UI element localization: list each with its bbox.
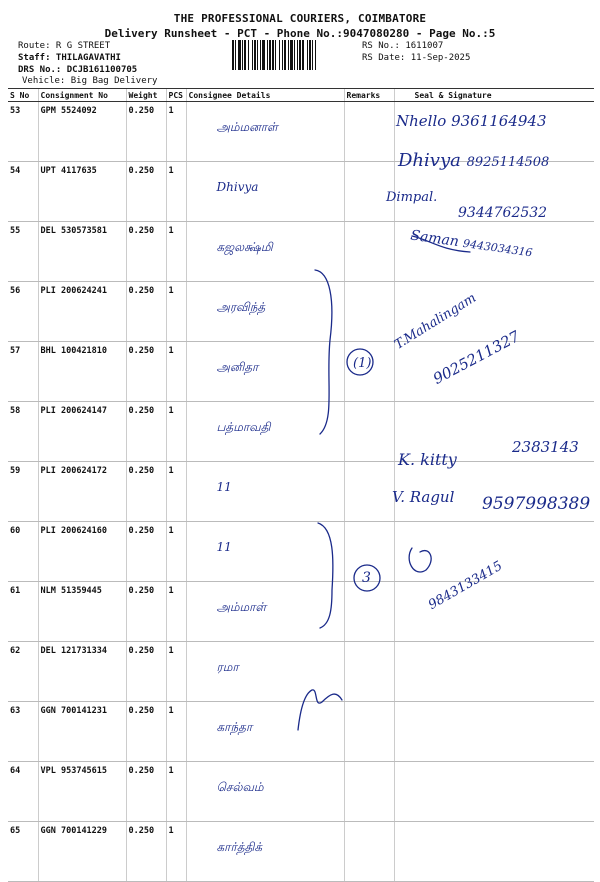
cell-weight: 0.250 (126, 342, 166, 402)
cell-sno: 53 (8, 102, 38, 162)
cell-sno: 65 (8, 822, 38, 882)
bottom-signature-stroke (298, 690, 342, 730)
sig-56-phone: 9443034316 (462, 236, 534, 260)
sig-62-name: V. Ragul (392, 488, 455, 506)
cell-consignment-no: GPM 5524092 (38, 102, 126, 162)
cell-consignment-no: NLM 51359445 (38, 582, 126, 642)
cell-remarks (344, 822, 394, 882)
route-label: Route: R G STREET (18, 41, 111, 51)
cell-sno: 63 (8, 702, 38, 762)
cell-consignee: கஜலக்ஷ்மி (186, 222, 344, 282)
cell-consignee: Dhivya (186, 162, 344, 222)
sig-58-phone: 9025211327 (430, 327, 523, 388)
table-row (8, 822, 594, 882)
cell-pcs: 1 (166, 822, 186, 882)
cell-sno: 60 (8, 522, 38, 582)
sig-55-name: Dimpal. (386, 190, 438, 205)
cell-pcs: 1 (166, 702, 186, 762)
scribble-64 (409, 548, 431, 572)
cell-consignment-no: DEL 121731334 (38, 642, 126, 702)
cell-pcs: 1 (166, 102, 186, 162)
cell-weight: 0.250 (126, 102, 166, 162)
cell-weight: 0.250 (126, 402, 166, 462)
sig-61-name: K. kitty (398, 450, 457, 469)
sig-64-phone: 9843133415 (426, 558, 506, 613)
cell-weight: 0.250 (126, 222, 166, 282)
cell-signature (394, 822, 594, 882)
rs-date: RS Date: 11-Sep-2025 (362, 53, 471, 63)
cell-consignee: 11 (186, 522, 344, 582)
cell-consignment-no: BHL 100421810 (38, 342, 126, 402)
sig-54-phone: 8925114508 (466, 155, 550, 170)
col-consignment: Consignment No (38, 89, 126, 102)
cell-weight: 0.250 (126, 522, 166, 582)
cell-pcs: 1 (166, 762, 186, 822)
col-remarks: Remarks (344, 89, 394, 102)
cell-pcs: 1 (166, 462, 186, 522)
bracket-group-3 (318, 523, 333, 628)
cell-pcs: 1 (166, 342, 186, 402)
cell-consignment-no: DEL 530573581 (38, 222, 126, 282)
runsheet-subtitle: Delivery Runsheet - PCT - Phone No.:9047080280 - Page No.:5 (104, 27, 496, 40)
cell-sno: 54 (8, 162, 38, 222)
cell-consignment-no: PLI 200624147 (38, 402, 126, 462)
rs-number: RS No.: 1611007 (362, 41, 444, 51)
cell-consignee: கார்த்திக் (186, 822, 344, 882)
sig-61-phone: 2383143 (512, 438, 579, 456)
cell-pcs: 1 (166, 582, 186, 642)
cell-sno: 55 (8, 222, 38, 282)
sig-54-name: Dhivya (398, 150, 461, 171)
circle-mark-1 (347, 349, 373, 375)
cell-sno: 64 (8, 762, 38, 822)
sig-53-phone: 9361164943 (451, 112, 547, 130)
staff-label: Staff: THILAGAVATHI (18, 53, 121, 63)
cell-weight: 0.250 (126, 642, 166, 702)
cell-pcs: 1 (166, 642, 186, 702)
bracket-group-1 (315, 270, 332, 434)
vehicle-label: Vehicle: Big Bag Delivery (22, 76, 158, 86)
col-pcs: PCS (166, 89, 186, 102)
cell-consignee: அனிதா (186, 342, 344, 402)
cell-consignment-no: PLI 200624241 (38, 282, 126, 342)
col-consignee: Consignee Details (186, 89, 344, 102)
col-weight: Weight (126, 89, 166, 102)
group-mark-3: 3 (362, 570, 371, 586)
sig-55-phone: 9344762532 (458, 205, 548, 221)
cell-consignment-no: UPT 4117635 (38, 162, 126, 222)
sig-56-underline (412, 236, 470, 252)
cell-consignee: செல்வம் (186, 762, 344, 822)
cell-sno: 58 (8, 402, 38, 462)
circle-mark-3 (354, 565, 380, 591)
cell-weight: 0.250 (126, 162, 166, 222)
cell-pcs: 1 (166, 282, 186, 342)
drs-number: DRS No.: DCJB161100705 (18, 65, 138, 75)
sig-58-name: T.Mahalingam (392, 290, 479, 353)
cell-consignment-no: PLI 200624160 (38, 522, 126, 582)
col-sno: S No (8, 89, 38, 102)
cell-consignee: அரவிந்த் (186, 282, 344, 342)
cell-weight: 0.250 (126, 282, 166, 342)
sig-62-phone: 9597998389 (482, 494, 591, 514)
cell-sno: 57 (8, 342, 38, 402)
cell-consignment-no: GGN 700141229 (38, 822, 126, 882)
cell-weight: 0.250 (126, 582, 166, 642)
cell-consignment-no: GGN 700141231 (38, 702, 126, 762)
cell-sno: 61 (8, 582, 38, 642)
cell-sno: 59 (8, 462, 38, 522)
cell-consignee: காந்தா (186, 702, 344, 762)
company-name: THE PROFESSIONAL COURIERS, COIMBATORE (173, 12, 427, 25)
cell-weight: 0.250 (126, 762, 166, 822)
col-signature: Seal & Signature (394, 89, 594, 102)
cell-weight: 0.250 (126, 462, 166, 522)
cell-sno: 62 (8, 642, 38, 702)
cell-sno: 56 (8, 282, 38, 342)
cell-consignee: ரமா (186, 642, 344, 702)
cell-consignee: அம்மாள் (186, 582, 344, 642)
cell-consignee: பத்மாவதி (186, 402, 344, 462)
cell-consignment-no: VPL 953745615 (38, 762, 126, 822)
cell-pcs: 1 (166, 162, 186, 222)
cell-consignee: 11 (186, 462, 344, 522)
cell-consignment-no: PLI 200624172 (38, 462, 126, 522)
cell-weight: 0.250 (126, 822, 166, 882)
signature-56: Saman 9443034316 (409, 227, 534, 260)
cell-weight: 0.250 (126, 702, 166, 762)
cell-pcs: 1 (166, 402, 186, 462)
cell-pcs: 1 (166, 222, 186, 282)
signature-53: Nhello 9361164943 (396, 112, 547, 130)
cell-consignee: அம்மனாள் (186, 102, 344, 162)
cell-pcs: 1 (166, 522, 186, 582)
group-mark-1: (1) (353, 356, 372, 371)
